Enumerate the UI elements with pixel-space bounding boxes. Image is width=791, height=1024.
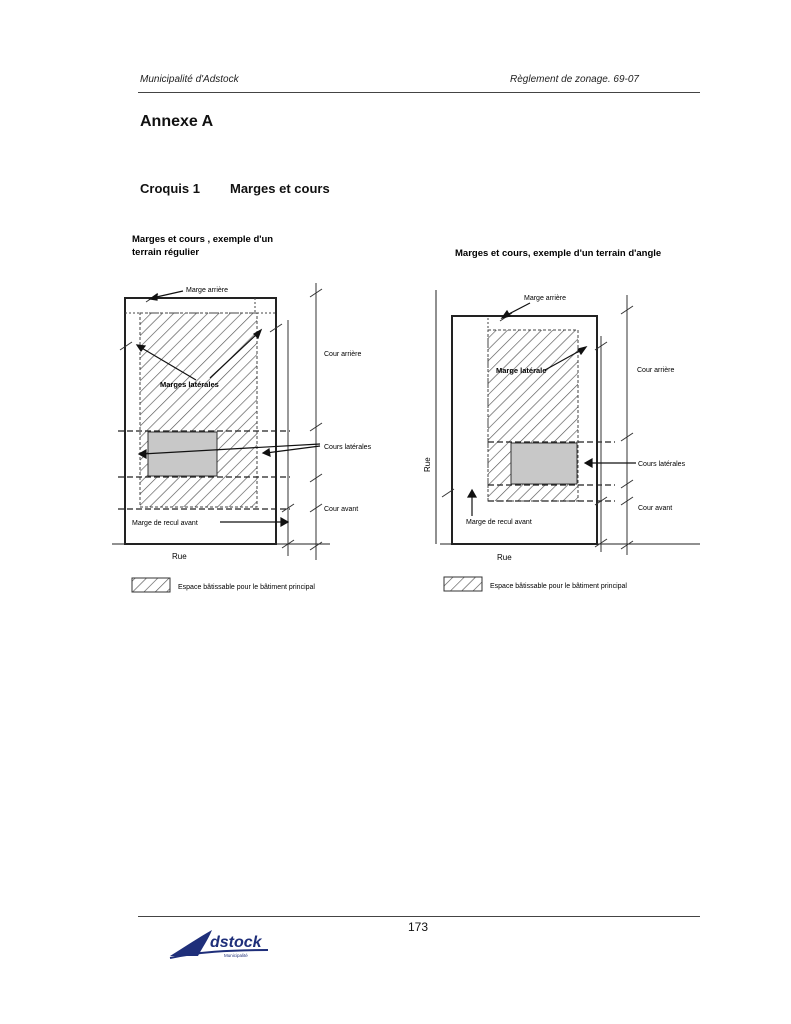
right-legend-text: Espace bâtissable pour le bâtiment principal: [490, 583, 627, 590]
header-regulation: Règlement de zonage. 69-07: [510, 74, 639, 85]
annexe-title: Annexe A: [140, 113, 214, 130]
left-cour-avant: Cour avant: [324, 506, 359, 513]
right-rue-side: Rue: [423, 457, 432, 472]
right-marge-laterale: Marge latérale: [496, 366, 547, 375]
right-building: [511, 443, 577, 484]
left-cour-arriere: Cour arrière: [324, 351, 362, 358]
diagram-regular-lot: [112, 234, 372, 592]
left-marge-recul: Marge de recul avant: [132, 520, 198, 527]
footer-rule: [138, 916, 700, 917]
right-cour-avant: Cour avant: [638, 505, 673, 512]
page-number: 173: [408, 920, 429, 934]
right-cour-arriere: Cour arrière: [637, 367, 675, 374]
left-buildable-area: [140, 313, 257, 507]
logo-subtext: Municipalité: [224, 953, 248, 958]
logo-text: dstock: [210, 934, 262, 951]
right-marge-arriere: Marge arrière: [524, 295, 567, 302]
right-marge-recul: Marge de recul avant: [466, 519, 532, 526]
left-legend-swatch: [132, 578, 170, 592]
left-rue: Rue: [172, 552, 187, 561]
diagram-corner-lot: [423, 248, 700, 591]
left-marge-arriere: Marge arrière: [186, 287, 229, 294]
left-cours-laterales: Cours latérales: [324, 444, 372, 451]
right-title: Marges et cours, exemple d'un terrain d'angle: [455, 248, 662, 259]
left-title-line2: terrain régulier: [132, 247, 200, 258]
left-building: [148, 432, 217, 476]
right-rue-bottom: Rue: [497, 553, 512, 562]
left-legend-text: Espace bâtissable pour le bâtiment principal: [178, 584, 315, 591]
left-title-line1: Marges et cours , exemple d'un: [132, 234, 274, 245]
croquis-number: Croquis 1: [140, 181, 200, 196]
croquis-title: Marges et cours: [230, 181, 330, 196]
right-legend-swatch: [444, 577, 482, 591]
right-cours-laterales: Cours latérales: [638, 461, 686, 468]
header-municipality: Municipalité d'Adstock: [140, 74, 239, 85]
left-marges-laterales: Marges latérales: [160, 380, 219, 389]
adstock-logo: [168, 926, 278, 962]
